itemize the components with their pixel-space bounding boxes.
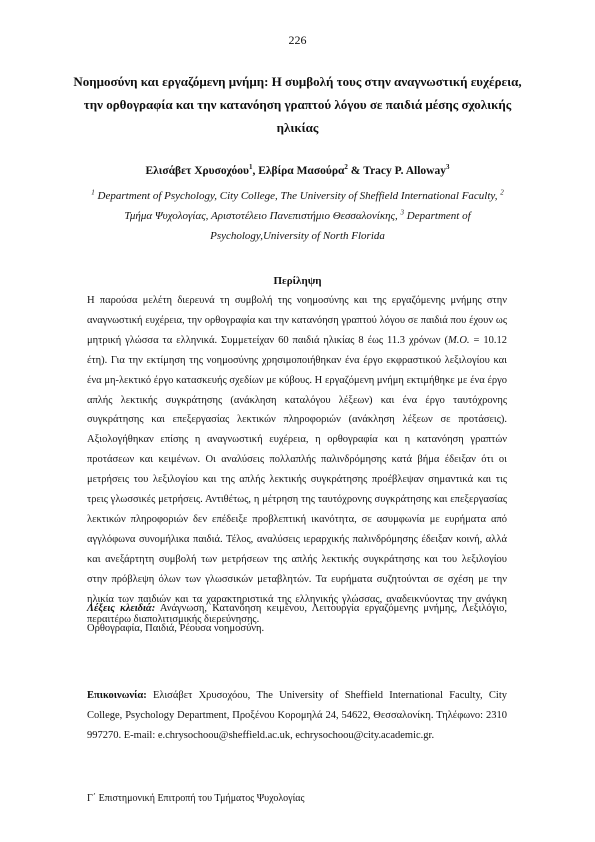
abstract-text: Η παρούσα μελέτη διερευνά τη συμβολή της νοημοσύνης και της εργαζόμενης μνήμης στην αναγνωστική ευχέρεια, την ορθογραφία και την κατανόηση γραπτού λόγου σε παιδιά που έχουν ως μητρική γλώσσα τα ελληνικά. Συμμετείχαν 60 παιδιά ηλικίας 8 έως 11.3 χρόνων (: [87, 295, 507, 346]
affiliation-marker: 1: [91, 188, 95, 197]
author-name: Ελβίρα Μασούρα: [258, 165, 345, 177]
affiliation-text: Department of Psychology, City College, The University of Sheffield International Faculty,: [94, 190, 501, 202]
contact-label: Επικοινωνία:: [87, 690, 147, 701]
affiliation-marker: 3: [400, 208, 405, 217]
abstract-mean-abbrev: Μ.Ο.: [447, 334, 470, 346]
author-affiliation-marker: 3: [446, 163, 450, 172]
author-separator: ,: [252, 165, 259, 177]
page-footer: Γ΄ Επιστημονική Επιτροπή του Τμήματος Ψυχολογίας: [87, 793, 305, 804]
keywords-label: Λέξεις κλειδιά:: [87, 603, 156, 614]
author-separator: &: [347, 165, 364, 177]
abstract-text: = 10.12 έτη). Για την εκτίμηση της νοημοσύνης χρησιμοποιήθηκαν ένα έργο εκφραστικού λεξιλογίου και ένα μη-λεκτικό έργο κατασκευής σχεδίων με κύβους. Η εργαζόμενη μνήμη εκτιμήθηκε με ένα έργο απλής λεκτικής συγκράτησης (ανάκληση καταλόγου λέξεων) και ένα έργο ταυτόχρονης συγκράτησης και επεξεργασίας λεκτικών πληροφοριών (ανάκληση λέξεων σε προτάσεις). Αξιολογήθηκαν επίσης η αναγνωστική ευχέρεια, η ορθογραφία και η κατανόηση γραπτών προτάσεων και κειμένων. Οι αναλύσεις πολλαπλής παλινδρόμησης κατά βήμα έδειξαν ότι οι μετρήσεις του λεξιλογίου και της απλής λεκτικής συγκράτησης προέβλεψαν σημαντικά και τις τρεις γλωσσικές μετρήσεις. Αντιθέτως, η μέτρηση της ταυτόχρονης συγκράτησης και επεξεργασίας λεκτικών πληροφοριών δεν επέδειξε προβλεπτική ικανότητα, σε ασυμφωνία με ευρήματα από αγγλόφωνα συνομήλικα παιδιά. Τέλος, αναλύσεις ιεραρχικής παλινδρόμησης έδειξαν κοινή, αλλά και ανεξάρτητη συμβολή των μετρήσεων της απλής λεκτικής συγκράτησης και του λεξιλογίου στην πρόβλεψη όλων των γλωσσικών μεταβλητών. Τα ευρήματα συζητούνται σε σχέση με την ηλικία των παιδιών και τα χαρακτηριστικά της ελληνικής γλώσσας, αναδεικνύοντας την ανάγκη περαιτέρω διαπολιτισμικής διερεύνησης.: [87, 334, 508, 625]
affiliation-marker: 2: [500, 188, 504, 197]
keywords: [87, 599, 507, 639]
abstract-body: [87, 291, 507, 629]
abstract-heading: Περίληψη: [273, 275, 322, 287]
author-name: Tracy P. Alloway: [363, 165, 446, 177]
page-number: 226: [288, 33, 307, 47]
author-affiliation-marker: 2: [344, 163, 348, 172]
keywords-text: Ανάγνωση, Κατανόηση κειμένου, Λειτουργία εργαζόμενης μνήμης, Λεξιλόγιο, Ορθογραφία, Παιδιά, Ρέουσα νοημοσύνη.: [87, 603, 507, 634]
contact-info: [87, 686, 507, 746]
affiliation-text: Department of Psychology,University of North Florida: [210, 210, 471, 242]
author-affiliation-marker: 1: [248, 163, 253, 172]
affiliation-list: [85, 186, 510, 246]
affiliation-text: Τμήμα Ψυχολογίας, Αριστοτέλειο Πανεπιστήμιο Θεσσαλονίκης,: [124, 210, 401, 222]
contact-text: Ελισάβετ Χρυσοχόου, The University of Sheffield International Faculty, City College, Psychology Department, Προξένου Κορομηλά 24, 54622, Θεσσαλονίκη. Τηλέφωνο: 2310 997270. E-mail: e.chrysochoou@sheffield.ac.uk, echrysochoou@city.academic.gr.: [87, 690, 507, 741]
article-title: Νοημοσύνη και εργαζόμενη μνήμη: Η συμβολή τους στην αναγνωστική ευχέρεια, την ορθογραφία και την κατανόηση γραπτού λόγου σε παιδιά μέσης σχολικής ηλικίας: [73, 74, 522, 135]
author-name: Ελισάβετ Χρυσοχόου: [145, 165, 249, 177]
author-list: [70, 163, 525, 179]
